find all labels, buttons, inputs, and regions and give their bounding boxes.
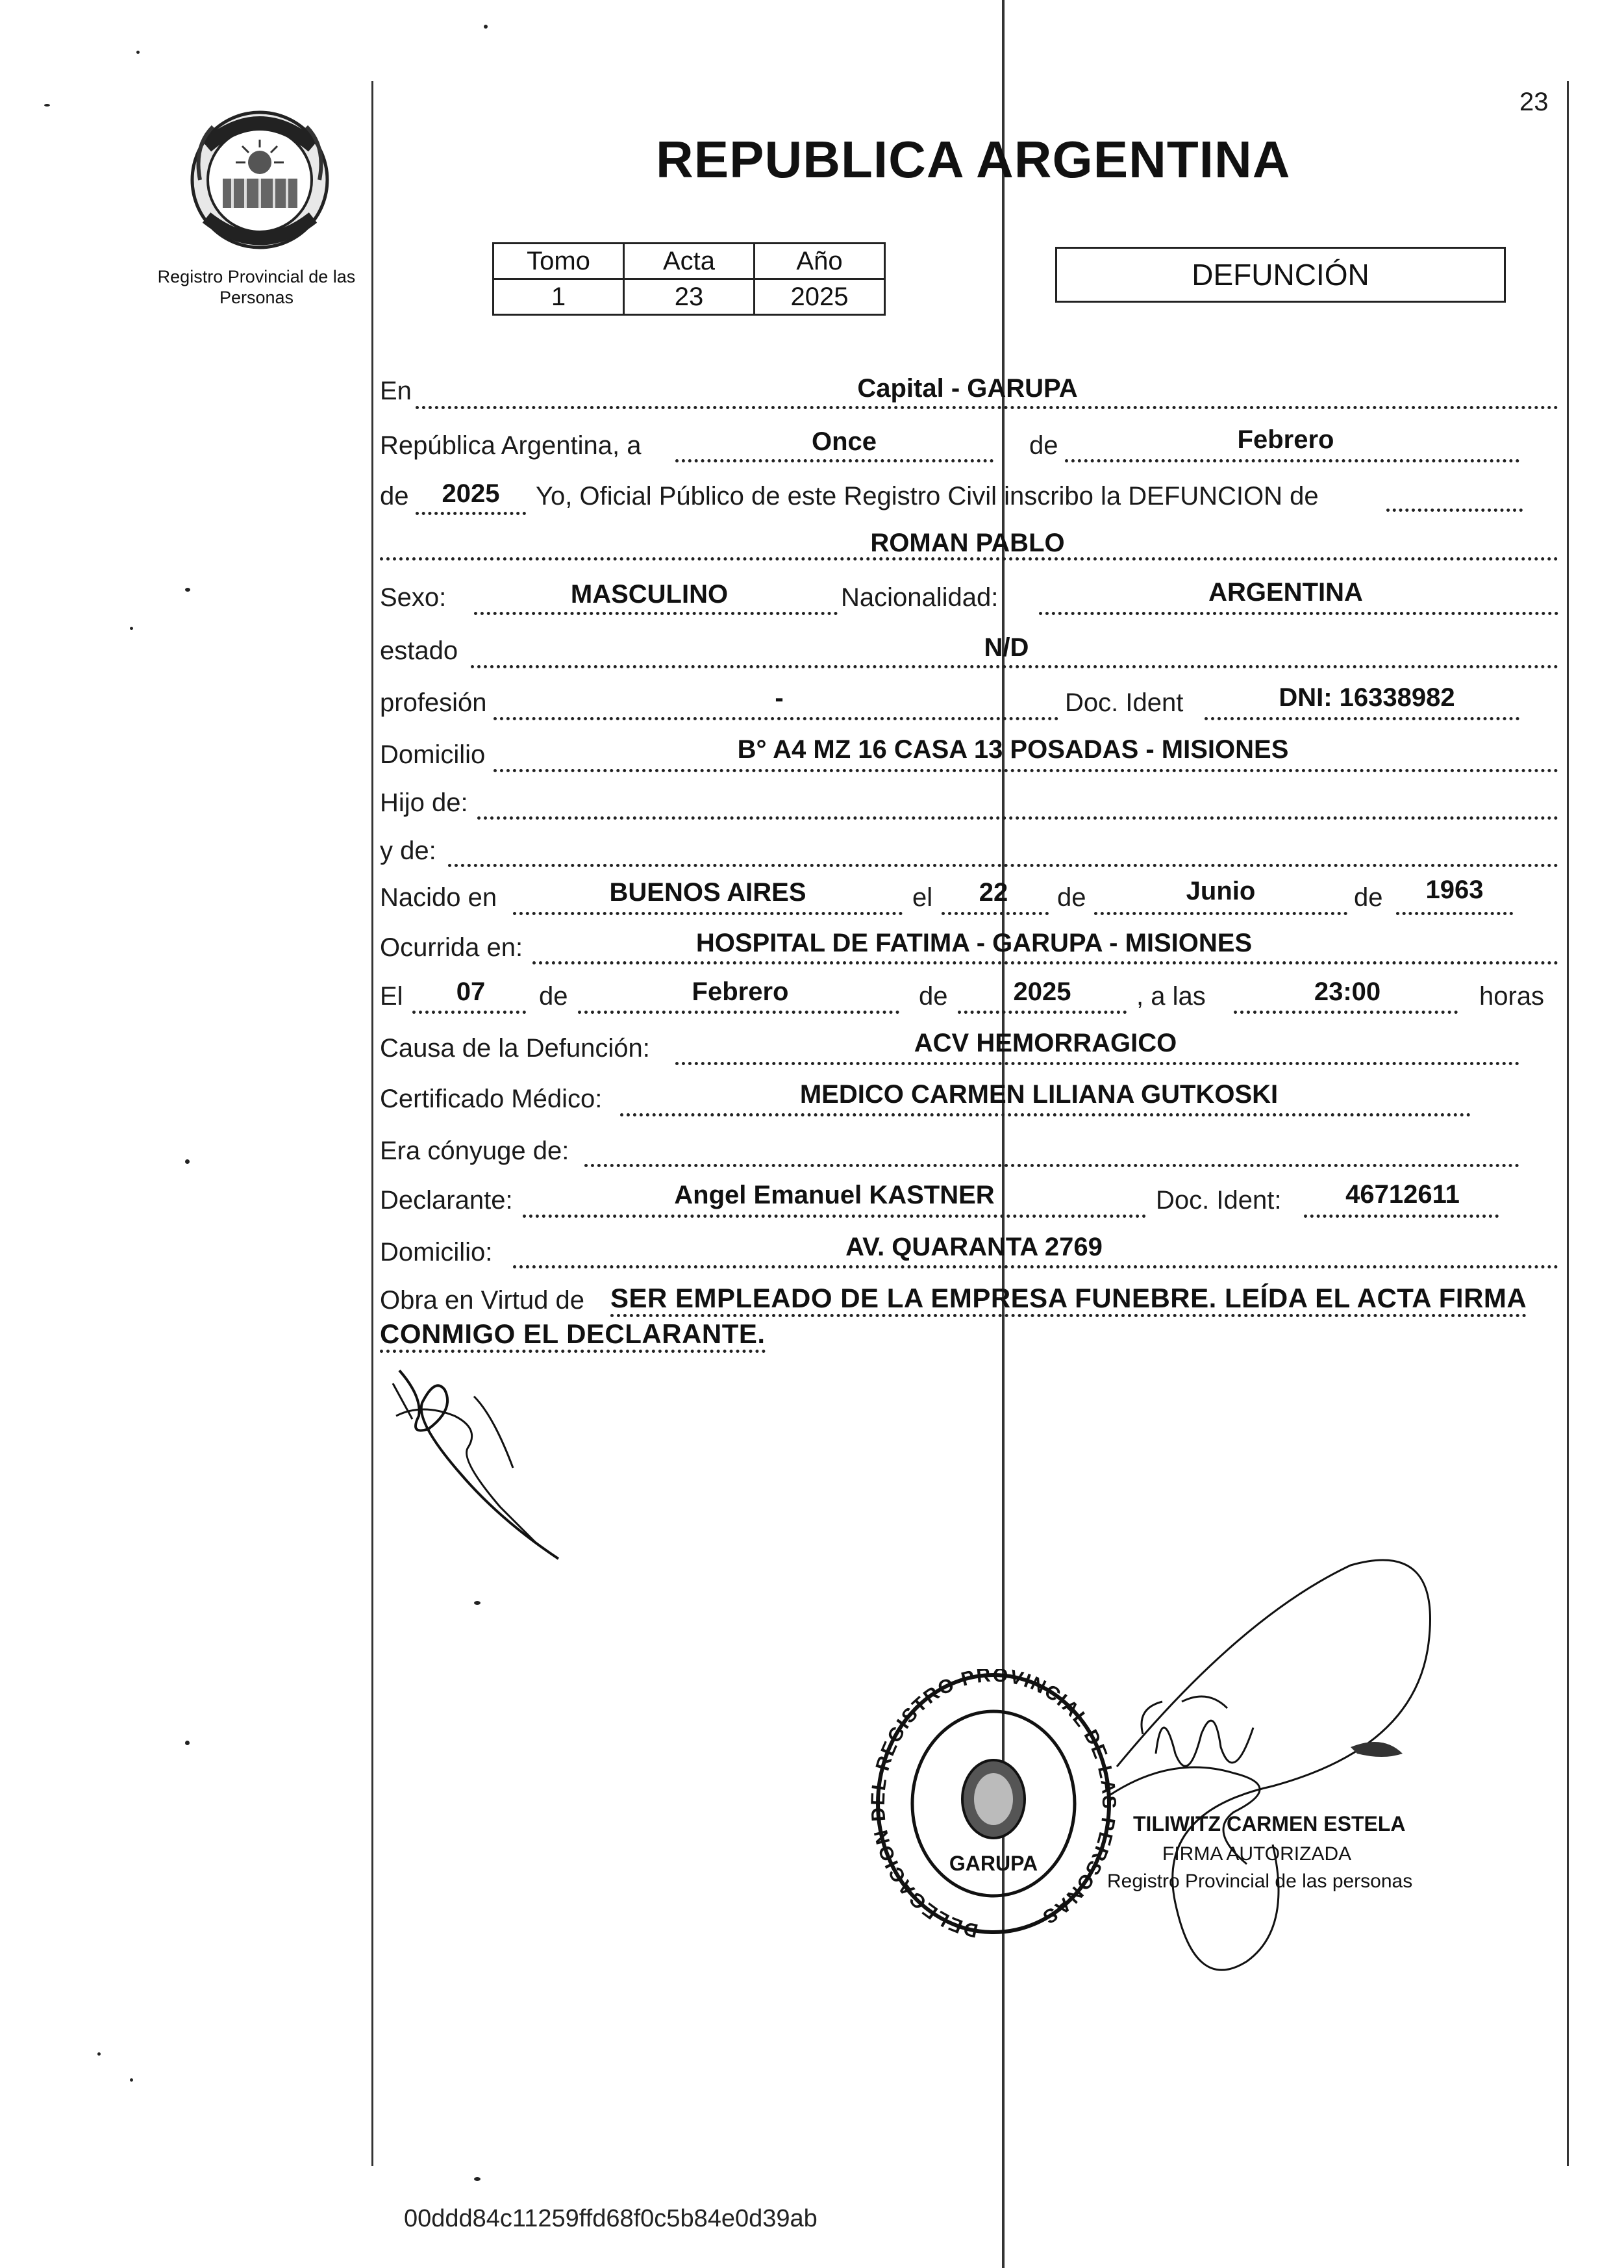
label-yo: Yo, Oficial Público de este Registro Civil inscribo la DEFUNCION de (536, 482, 1319, 510)
field-sexo: MASCULINO (570, 580, 729, 609)
dotted-line (532, 961, 1558, 964)
label-el-cap: El (380, 982, 403, 1011)
dotted-line (958, 1011, 1127, 1014)
label-de: de (380, 482, 409, 510)
scan-speck (185, 1741, 190, 1745)
right-margin-line (1567, 81, 1569, 2166)
scan-speck (97, 2052, 101, 2056)
dotted-line (1304, 1215, 1499, 1218)
label-ocurrida-en: Ocurrida en: (380, 933, 523, 962)
official-role: FIRMA AUTORIZADA (1162, 1843, 1352, 1865)
scan-speck (474, 2177, 481, 2181)
dotted-line (675, 1062, 1519, 1065)
field-domicilio: B° A4 MZ 16 CASA 13 POSADAS - MISIONES (737, 735, 1289, 764)
dotted-line (513, 912, 903, 915)
dotted-line (477, 816, 1558, 820)
misiones-seal-icon (187, 107, 333, 253)
field-nacionalidad: ARGENTINA (1208, 578, 1363, 607)
dotted-line (474, 612, 838, 615)
label-de: de (1354, 883, 1383, 912)
dotted-line (675, 459, 993, 462)
dotted-line (1396, 912, 1513, 915)
field-causa: ACV HEMORRAGICO (914, 1029, 1177, 1057)
dotted-line (1039, 612, 1558, 615)
label-declarante: Declarante: (380, 1186, 513, 1215)
scan-speck (185, 1159, 190, 1164)
label-obra: Obra en Virtud de (380, 1286, 585, 1315)
dotted-line (942, 912, 1049, 915)
label-domicilio: Domicilio (380, 740, 486, 769)
dotted-line (471, 665, 1558, 668)
scan-speck (44, 104, 50, 107)
label-doc-ident: Doc. Ident (1065, 688, 1184, 717)
field-nacido-en: BUENOS AIRES (609, 878, 806, 907)
record-type-box (1055, 247, 1506, 303)
field-profesion: - (775, 684, 784, 712)
field-def-anio: 2025 (1013, 977, 1071, 1006)
label-y-de: y de: (380, 837, 436, 865)
label-nacido-en: Nacido en (380, 883, 497, 912)
dotted-line (412, 1011, 526, 1014)
dotted-line (578, 1011, 899, 1014)
field-anio-acta: 2025 (442, 479, 500, 508)
field-declarante-doc: 46712611 (1345, 1180, 1460, 1209)
field-nac-anio: 1963 (1425, 876, 1484, 904)
label-certificado: Certificado Médico: (380, 1085, 603, 1113)
dotted-line (523, 1215, 1146, 1218)
page-number: 23 (1519, 88, 1549, 116)
field-declarante-domicilio: AV. QUARANTA 2769 (845, 1233, 1103, 1261)
record-table (492, 242, 886, 316)
field-lugar: Capital - GARUPA (857, 374, 1078, 403)
label-de: de (1057, 883, 1086, 912)
scan-speck (130, 2078, 133, 2082)
official-registry: Registro Provincial de las personas (1107, 1871, 1413, 1892)
provincial-seal (187, 107, 333, 253)
label-estado: estado (380, 636, 458, 665)
label-republica: República Argentina, a (380, 431, 642, 460)
field-obra-line2: CONMIGO EL DECLARANTE. (380, 1318, 766, 1353)
label-de: de (919, 982, 948, 1011)
scan-speck (484, 25, 488, 29)
stamp-city: GARUPA (949, 1852, 1038, 1875)
official-signature (1078, 1539, 1442, 2007)
official-signature-icon (1078, 1539, 1442, 2007)
label-doc-ident-declarante: Doc. Ident: (1156, 1186, 1282, 1215)
dotted-line (1234, 1011, 1458, 1014)
declarant-signature (383, 1357, 578, 1572)
dotted-line (1065, 459, 1519, 462)
label-de: de (1029, 431, 1058, 460)
scan-speck (474, 1601, 481, 1605)
stamp-ring-text: DELEGACION L REGISTRO PROVINCIAL DE L PERSONAS (870, 1669, 1117, 1942)
record-value-acta: 23 (624, 279, 755, 315)
dotted-line (448, 864, 1558, 867)
record-value-anio: 2025 (755, 279, 885, 315)
record-value-tomo: 1 (493, 279, 624, 315)
document-hash: 00ddd84c11259ffd68f0c5b84e0d39ab (404, 2205, 818, 2232)
field-doc-ident: DNI: 16338982 (1279, 683, 1455, 712)
field-nac-dia: 22 (979, 878, 1008, 907)
field-declarante: Angel Emanuel KASTNER (674, 1181, 995, 1209)
field-def-dia: 07 (456, 977, 486, 1006)
handwritten-signature-icon (383, 1357, 578, 1572)
dotted-line (620, 1113, 1471, 1116)
label-horas: horas (1479, 982, 1545, 1011)
dotted-line (1205, 717, 1519, 720)
label-hijo-de: Hijo de: (380, 788, 468, 817)
dotted-line (1094, 912, 1347, 915)
label-causa: Causa de la Defunción: (380, 1034, 650, 1063)
field-mes-acta: Febrero (1237, 425, 1334, 454)
record-header-acta: Acta (624, 244, 755, 279)
label-conyuge: Era cónyuge de: (380, 1137, 569, 1165)
record-type: DEFUNCIÓN (1192, 258, 1369, 292)
left-margin-line (371, 81, 373, 2166)
dotted-line (416, 406, 1558, 409)
label-sexo: Sexo: (380, 583, 447, 612)
field-def-hora: 23:00 (1314, 977, 1381, 1006)
field-nombre: ROMAN PABLO (870, 529, 1065, 557)
dotted-line (513, 1265, 1558, 1268)
registry-name: Registro Provincial de las Personas (157, 267, 356, 307)
field-estado: N/D (984, 633, 1029, 662)
page-title: REPUBLICA ARGENTINA (656, 131, 1291, 188)
field-ocurrida-en: HOSPITAL DE FATIMA - GARUPA - MISIONES (695, 929, 1253, 957)
field-dia-acta: Once (811, 427, 877, 456)
dotted-line (416, 512, 526, 515)
label-domicilio-declarante: Domicilio: (380, 1238, 493, 1266)
label-el: el (912, 883, 933, 912)
scan-speck (136, 51, 140, 54)
scan-speck (185, 588, 190, 592)
dotted-line (584, 1164, 1519, 1167)
label-de: de (539, 982, 568, 1011)
official-name: TILIWITZ CARMEN ESTELA (1133, 1812, 1406, 1835)
field-certificado: MEDICO CARMEN LILIANA GUTKOSKI (799, 1080, 1279, 1109)
label-en: En (380, 377, 412, 405)
field-obra-line1: SER EMPLEADO DE LA EMPRESA FUNEBRE. LEÍDA EL ACTA FIRMA (610, 1283, 1527, 1317)
label-a-las: , a las (1136, 982, 1206, 1011)
record-header-tomo: Tomo (493, 244, 624, 279)
label-profesion: profesión (380, 688, 487, 717)
record-header-anio: Año (755, 244, 885, 279)
scan-speck (130, 627, 133, 630)
dotted-line (493, 769, 1558, 772)
field-def-mes: Febrero (692, 977, 789, 1006)
label-nacionalidad: Nacionalidad: (841, 583, 999, 612)
field-nac-mes: Junio (1186, 877, 1256, 905)
dotted-line (1386, 509, 1523, 512)
dotted-line (493, 717, 1058, 720)
